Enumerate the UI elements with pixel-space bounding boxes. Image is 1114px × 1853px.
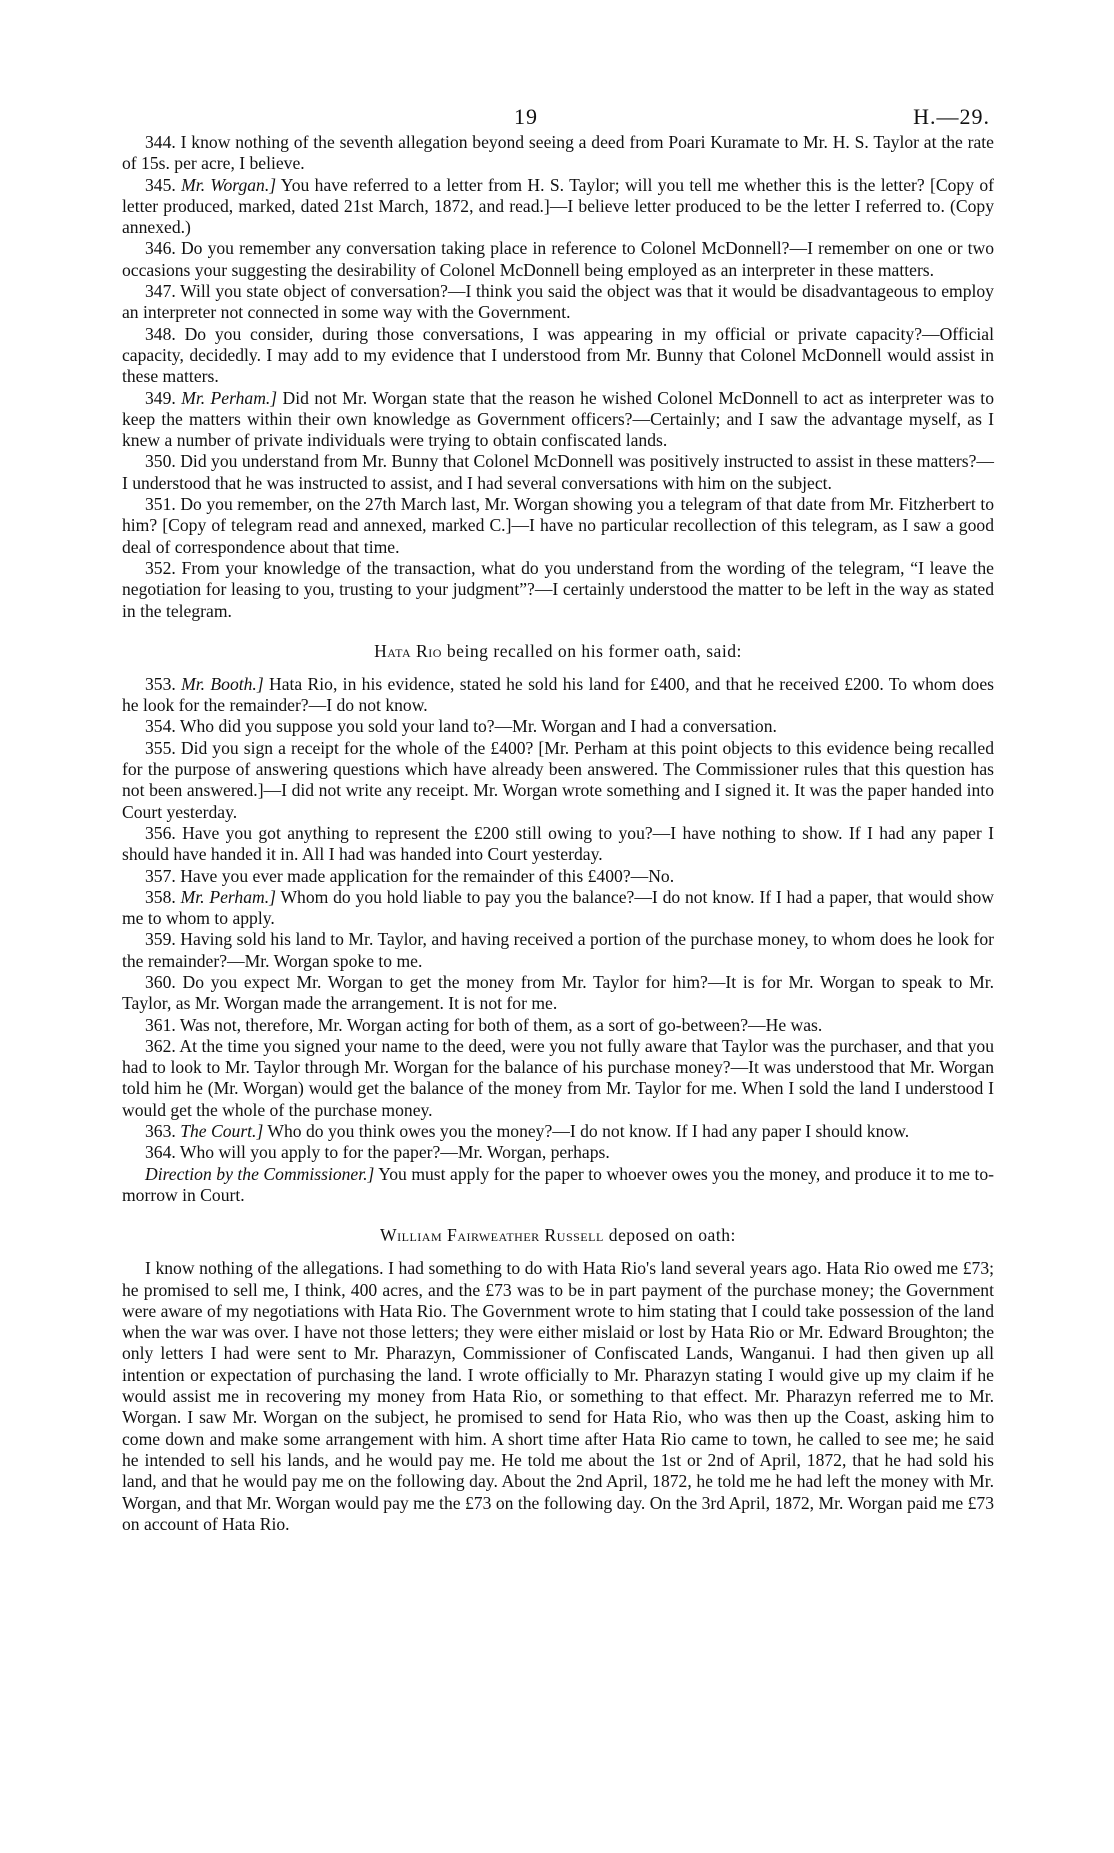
testimony-section-1 — [122, 132, 994, 622]
testimony-section-3 — [122, 1224, 994, 1535]
paragraph-text: I know nothing of the seventh allegation beyond seeing a deed from Poari Kuramate to Mr. H. S. Taylor at the rate of 15s. per acre, I believe. — [122, 132, 994, 174]
paragraph-344 — [122, 132, 994, 175]
paragraph-text: Do you consider, during those conversations, I was appearing in my official or private capacity?—Official capacity, decidedly. I may add to my evidence that I understood from Mr. Bunny that Colonel McDonnell would assist in these matters. — [122, 323, 994, 387]
page-header — [122, 0, 994, 132]
direction-text: You must apply for the paper to whoever owes you the money, and produce it to me to-morrow in Court. — [122, 1163, 995, 1205]
paragraph-text: Whom do you hold liable to pay you the balance?—I do not know. If I had a paper, that would show me to whom to apply. — [122, 886, 994, 929]
paragraph-text: Who did you suppose you sold your land to?—Mr. Worgan and I had a conversation. — [179, 716, 777, 737]
paragraph-352 — [122, 558, 994, 622]
witness-name: William Fairweather Russell — [380, 1225, 604, 1246]
paragraph-text: Will you state object of conversation?—I think you said the object was that it would be disadvantageous to employ an interpreter not connected in some way with the Government. — [122, 281, 994, 323]
paragraph-text: Was not, therefore, Mr. Worgan acting for both of them, as a sort of go-between?—He was. — [179, 1014, 823, 1035]
paragraph-number: 344. — [145, 132, 176, 152]
paragraph-360 — [122, 972, 994, 1015]
paragraph-363 — [122, 1121, 994, 1142]
paragraph-text: Hata Rio, in his evidence, stated he sold his land for £400, and that he received £200. To whom does he look for the remainder?—I do not know. — [122, 673, 994, 716]
paragraph-number: 353. — [145, 673, 176, 694]
paragraph-number: 359. — [145, 929, 176, 950]
russell-statement: I know nothing of the allegations. I had something to do with Hata Rio's land several years ago. Hata Rio owed me £73; he promised to sell me, I think, 400 acres, and the £73 was to be in part payment of the purchase money; the Government were aware of my negotiations with Hata Rio. The Government wrote to him stating that I could take possession of the land when the war was over. I have not those letters; they were either mislaid or lost by Hata Rio or Mr. Edward Broughton; the only letters I had were sent to Mr. Pharazyn, Commissioner of Confiscated Lands, Wanganui. I had then given up all intention or expectation of purchasing the land. I wrote officially to Mr. Pharazyn stating I would give up my claim if he would assist me in recovering my money from Hata Rio, or something to that effect. Mr. Pharazyn referred me to Mr. Worgan. I saw Mr. Worgan on the subject, he promised to send for Hata Rio, who was then up the Coast, asking him to come down and make some arrangement with him. A short time after Hata Rio came to town, he called to see me; he said he intended to sell his lands, and he would pay me. He told me about the 1st or 2nd of April, 1872, that he had sold his land, and that he would pay me on the following day. About the 2nd April, 1872, he told me he had left the money with Mr. Worgan, and that Mr. Worgan would pay me the £73 on the following day. On the 3rd April, 1872, Mr. Worgan paid me £73 on account of Hata Rio. — [122, 1258, 994, 1534]
paragraph-350 — [122, 451, 994, 494]
paragraph-number: 354. — [145, 716, 176, 737]
paragraph-number: 352. — [145, 557, 176, 578]
commissioner-direction — [122, 1164, 994, 1207]
speaker-name: The Court.] — [180, 1121, 264, 1142]
paragraph-number: 361. — [145, 1014, 176, 1035]
section-spacer — [122, 622, 994, 640]
witness-heading-russell — [122, 1224, 994, 1246]
paragraph-number: 345. — [145, 174, 176, 195]
testimony-section-2 — [122, 640, 994, 1206]
paragraph-356 — [122, 823, 994, 866]
page-number: 19 — [514, 104, 538, 129]
paragraph-354 — [122, 716, 994, 737]
paragraph-number: 364. — [145, 1142, 176, 1163]
paragraph-text: You have referred to a letter from H. S. Taylor; will you tell me whether this is the letter? [Copy of letter produced, marked, dated 21st March, 1872, and read.]—I believe letter produced to be the letter I referred to. (Copy annexed.) — [122, 174, 994, 238]
paragraph-text: Who do you think owes you the money?—I do not know. If I had any paper I should know. — [267, 1121, 910, 1142]
section-spacer — [122, 1206, 994, 1224]
paragraph-text: At the time you signed your name to the deed, were you not fully aware that Taylor was the purchaser, and that you had to look to Mr. Taylor through Mr. Worgan for the balance of his purchase money?—It was understood that Mr. Worgan told him he (Mr. Worgan) would get the balance of the money from Mr. Taylor for me. When I sold the land I understood I would get the whole of the purchase money. — [122, 1035, 994, 1120]
paragraph-text: Have you ever made application for the remainder of this £400?—No. — [180, 865, 675, 886]
paragraph-text: Do you remember any conversation taking place in reference to Colonel McDonnell?—I remember on one or two occasions your suggesting the desirability of Colonel McDonnell being employed as an interpreter in these matters. — [122, 238, 994, 280]
paragraph-number: 351. — [145, 494, 176, 515]
speaker-name: Mr. Booth.] — [181, 673, 264, 694]
paragraph-text: Do you expect Mr. Worgan to get the money from Mr. Taylor for him?—It is for Mr. Worgan to speak to Mr. Taylor, as Mr. Worgan made the arrangement. It is not for me. — [122, 971, 994, 1014]
speaker-name: Mr. Perham.] — [181, 387, 278, 408]
paragraph-349 — [122, 388, 994, 452]
paragraph-text: Did you sign a receipt for the whole of the £400? [Mr. Perham at this point objects to this evidence being recalled for the purpose of answering questions which have already been answered. The Commissioner rules that this question has not been answered.]—I did not write any receipt. Mr. Worgan wrote something and I signed it. It was the paper handed into Court yesterday. — [122, 737, 994, 822]
paragraph-348 — [122, 324, 994, 388]
paragraph-text: Do you remember, on the 27th March last, Mr. Worgan showing you a telegram of that date from Mr. Fitzherbert to him? [Copy of telegram read and annexed, marked C.]—I have no particular recollection of this telegram, as I saw a good deal of correspondence about that time. — [122, 494, 994, 557]
speaker-name: Mr. Perham.] — [180, 886, 276, 907]
paragraph-number: 349. — [145, 387, 176, 408]
paragraph-number: 347. — [145, 281, 176, 302]
heading-spacer — [122, 1246, 994, 1258]
paragraph-345 — [122, 175, 994, 239]
paragraph-number: 357. — [145, 865, 176, 886]
series-reference: H.—29. — [913, 104, 990, 129]
paragraph-text: Have you got anything to represent the £200 still owing to you?—I have nothing to show. If I had any paper I should have handed it in. All I had was handed into Court yesterday. — [122, 822, 994, 865]
paragraph-number: 348. — [145, 323, 176, 344]
heading-text: deposed on oath: — [608, 1225, 736, 1246]
paragraph-text: Did not Mr. Worgan state that the reason he wished Colonel McDonnell to act as interpreter was to keep the matters within their own knowledge as Government officers?—Certainly; and I saw the advantage myself, as I knew a number of private individuals were trying to obtain confiscated lands. — [122, 387, 994, 451]
paragraph-359 — [122, 929, 994, 972]
paragraph-362 — [122, 1036, 994, 1121]
paragraph-number: 355. — [145, 737, 176, 758]
speaker-name: Mr. Worgan.] — [181, 174, 277, 195]
paragraph-351 — [122, 494, 994, 558]
witness-heading-hata-rio — [122, 640, 994, 662]
paragraph-text: From your knowledge of the transaction, what do you understand from the wording of the telegram, “I leave the negotiation for leasing to you, trusting to your judgment”?—I certainly understood the matter to be left in the way as stated in the telegram. — [122, 557, 994, 621]
paragraph-text: Having sold his land to Mr. Taylor, and having received a portion of the purchase money, to whom does he look for the remainder?—Mr. Worgan spoke to me. — [122, 929, 994, 971]
document-page — [122, 0, 994, 1535]
paragraph-text: Who will you apply to for the paper?—Mr. Worgan, perhaps. — [179, 1142, 610, 1163]
paragraph-358 — [122, 887, 994, 930]
paragraph-number: 362. — [145, 1035, 176, 1056]
witness-name: Hata Rio — [374, 640, 442, 661]
paragraph-number: 356. — [145, 822, 176, 843]
paragraph-357 — [122, 866, 994, 887]
paragraph-346 — [122, 238, 994, 281]
paragraph-number: 358. — [145, 886, 176, 907]
paragraph-number: 350. — [145, 451, 176, 472]
direction-label: Direction by the Commissioner.] — [145, 1163, 375, 1184]
heading-text: being recalled on his former oath, said: — [446, 640, 742, 661]
paragraph-353 — [122, 674, 994, 717]
paragraph-355 — [122, 738, 994, 823]
paragraph-text: Did you understand from Mr. Bunny that Colonel McDonnell was positively instructed to assist in these matters?—I understood that he was instructed to assist, and I had several conversations with him on the subject. — [122, 451, 994, 493]
heading-spacer — [122, 662, 994, 674]
paragraph-347 — [122, 281, 994, 324]
paragraph-number: 360. — [145, 971, 176, 992]
paragraph-number: 346. — [145, 238, 176, 259]
paragraph-number: 363. — [145, 1121, 176, 1142]
paragraph-364 — [122, 1142, 994, 1163]
paragraph-361 — [122, 1015, 994, 1036]
